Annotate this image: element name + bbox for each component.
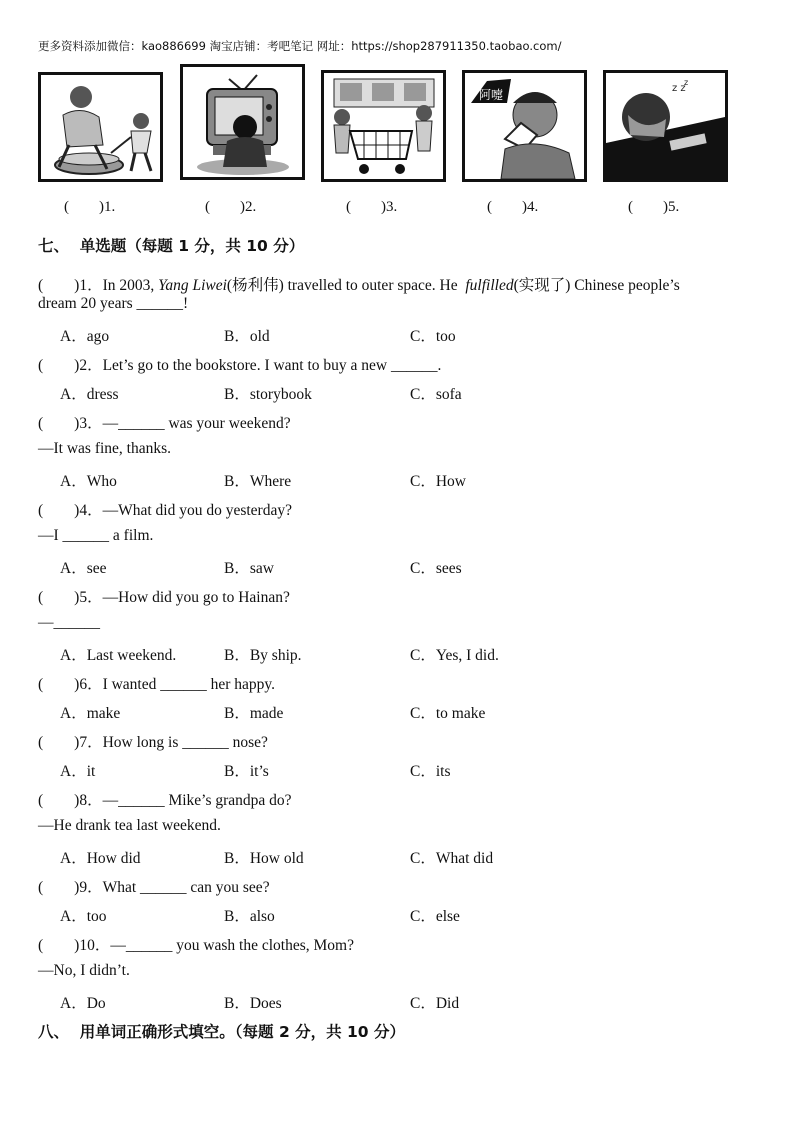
q9-option-a[interactable]: A．too: [60, 908, 107, 925]
q10-option-a[interactable]: A．Do: [60, 995, 106, 1012]
q6-option-b[interactable]: B．made: [224, 705, 284, 722]
q9-option-b[interactable]: B．also: [224, 908, 275, 925]
q5-option-c[interactable]: C．Yes, I did.: [410, 647, 499, 664]
q3-option-c[interactable]: C．How: [410, 473, 466, 490]
q4-reply: —I ______ a film.: [38, 527, 154, 544]
q5-option-a[interactable]: A．Last weekend.: [60, 647, 177, 664]
q4-option-b[interactable]: B．saw: [224, 560, 274, 577]
q2-option-b[interactable]: B．storybook: [224, 386, 312, 403]
q8-option-b[interactable]: B．How old: [224, 850, 304, 867]
q6-option-a[interactable]: A．make: [60, 705, 121, 722]
svg-text:z: z: [684, 78, 689, 87]
q2-option-c[interactable]: C．sofa: [410, 386, 462, 403]
q3-stem: ( )3．—______ was your weekend?: [38, 415, 291, 432]
q7-stem: ( )7．How long is ______ nose?: [38, 734, 268, 751]
q10-reply: —No, I didn’t.: [38, 962, 130, 979]
q7-option-b[interactable]: B．it’s: [224, 763, 269, 780]
q1-option-c[interactable]: C．too: [410, 328, 456, 345]
q10-stem: ( )10．—______ you wash the clothes, Mom?: [38, 937, 354, 954]
q1-option-b[interactable]: B．old: [224, 328, 270, 345]
sneezing-picture: [462, 70, 587, 182]
q10-option-c[interactable]: C．Did: [410, 995, 460, 1012]
picture-label-1: ( )1.: [64, 199, 116, 215]
q4-option-c[interactable]: C．sees: [410, 560, 462, 577]
page-header: 更多资料添加微信：kao886699 淘宝店铺：考吧笔记 网址：https://shop287911350.taobao.com/: [38, 39, 562, 53]
q8-stem: ( )8．—______ Mike’s grandpa do?: [38, 792, 292, 809]
q2-stem: ( )2．Let’s go to the bookstore. I want to buy a new ______.: [38, 357, 442, 374]
q5-stem: ( )5．—How did you go to Hainan?: [38, 589, 290, 606]
section-8-title: 八、 用单词正确形式填空。（每题 2 分，共 10 分）: [38, 1023, 405, 1041]
q5-reply: —______: [38, 614, 100, 631]
q7-option-c[interactable]: C．its: [410, 763, 451, 780]
sleeping-picture: [603, 70, 728, 182]
q1-stem-cont: dream 20 years ______!: [38, 295, 189, 312]
q8-option-a[interactable]: A．How did: [60, 850, 141, 867]
q5-option-b[interactable]: B．By ship.: [224, 647, 302, 664]
q3-option-b[interactable]: B．Where: [224, 473, 292, 490]
q2-option-a[interactable]: A．dress: [60, 386, 119, 403]
q7-option-a[interactable]: A．it: [60, 763, 96, 780]
picture-labels: [0, 199, 800, 219]
q4-option-a[interactable]: A．see: [60, 560, 107, 577]
picture-label-4: ( )4.: [487, 199, 539, 215]
q6-option-c[interactable]: C．to make: [410, 705, 486, 722]
svg-text:z z: z z: [672, 83, 686, 94]
q1-option-a[interactable]: A．ago: [60, 328, 110, 345]
q3-reply: —It was fine, thanks.: [38, 440, 172, 457]
q1-stem: ( )1．In 2003, Yang Liwei(杨利伟) travelled to outer space. He fulfilled(实现了) Chinese people’s: [38, 277, 680, 294]
shopping-cart-picture: [321, 70, 446, 182]
q4-stem: ( )4．—What did you do yesterday?: [38, 502, 292, 519]
q10-option-b[interactable]: B．Does: [224, 995, 282, 1012]
sneeze-text: 阿嚏: [479, 88, 504, 102]
q8-reply: —He drank tea last weekend.: [38, 817, 221, 834]
picture-label-3: ( )3.: [346, 199, 398, 215]
picture-row: [38, 64, 738, 184]
q8-option-c[interactable]: C．What did: [410, 850, 494, 867]
q6-stem: ( )6．I wanted ______ her happy.: [38, 676, 276, 693]
q9-stem: ( )9．What ______ can you see?: [38, 879, 270, 896]
q3-option-a[interactable]: A．Who: [60, 473, 117, 490]
washing-clothes-picture: [38, 72, 163, 182]
picture-label-5: ( )5.: [628, 199, 680, 215]
section-7-title: 七、 单选题（每题 1 分，共 10 分）: [38, 237, 305, 255]
watching-tv-picture: [180, 64, 305, 180]
q9-option-c[interactable]: C．else: [410, 908, 460, 925]
picture-label-2: ( )2.: [205, 199, 257, 215]
